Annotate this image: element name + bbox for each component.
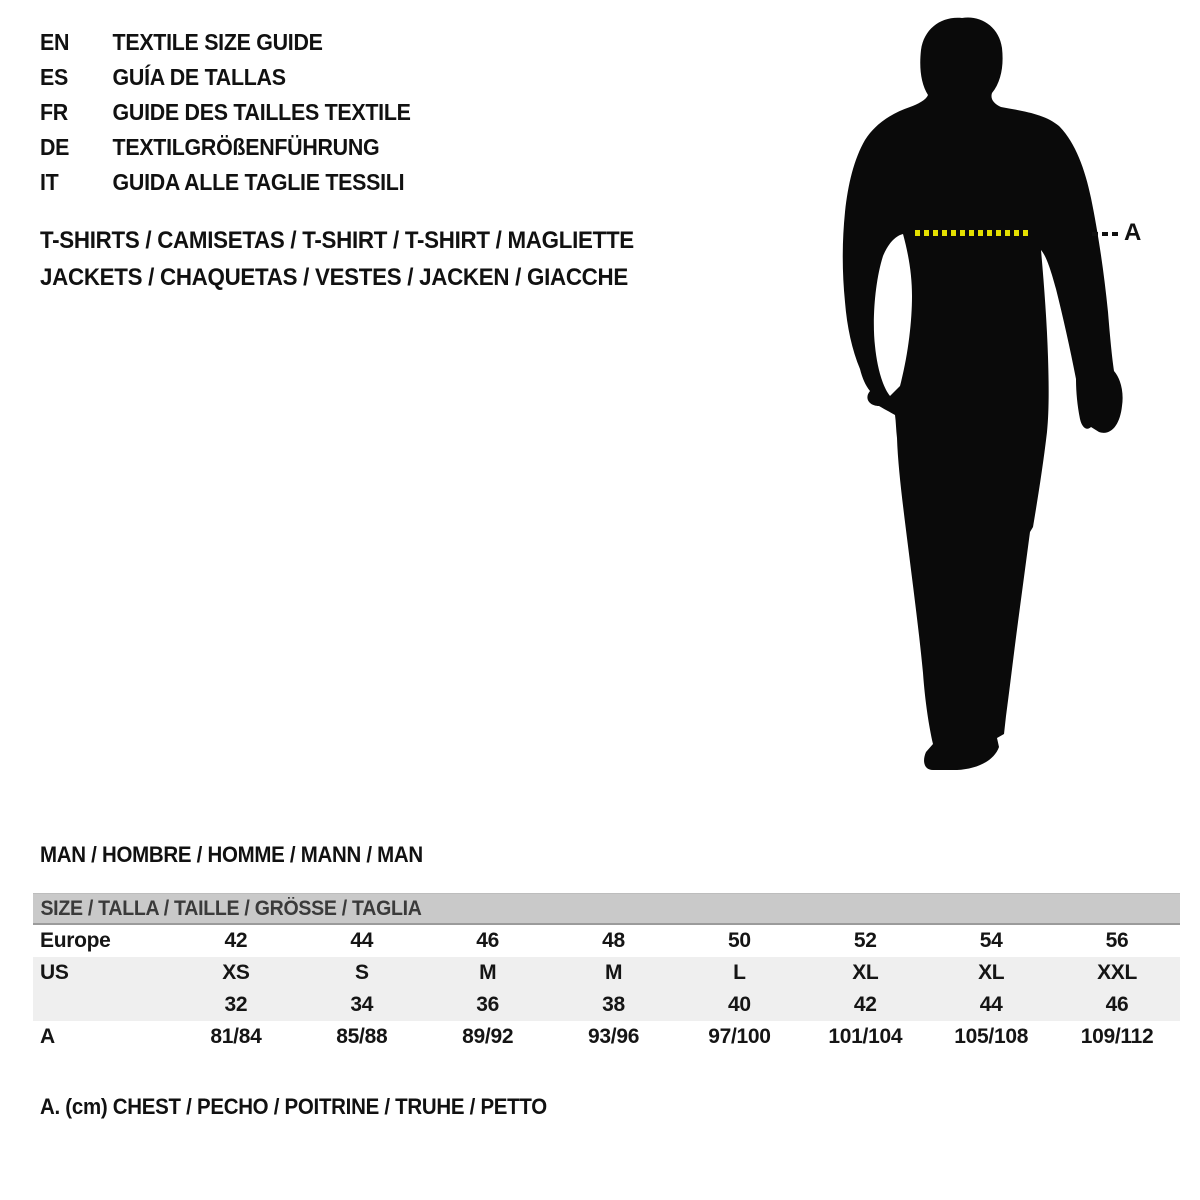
- man-silhouette: [820, 0, 1200, 800]
- size-cell: 81/84: [210, 1025, 262, 1048]
- size-cell: 93/96: [588, 1025, 640, 1048]
- measure-leader-dashes: [1092, 232, 1120, 236]
- row-label: Europe: [40, 929, 111, 952]
- size-cell: 32: [224, 993, 248, 1016]
- table-row: [33, 989, 1180, 1021]
- size-cell: 50: [728, 929, 751, 952]
- size-cell: L: [733, 961, 746, 984]
- category-lines: [40, 222, 634, 296]
- size-cell: 52: [853, 929, 877, 952]
- language-row: [40, 135, 411, 159]
- size-cell: XL: [852, 961, 879, 984]
- size-cell: 40: [728, 993, 751, 1016]
- language-code: EN: [40, 28, 70, 55]
- language-row: [40, 170, 411, 194]
- size-table-header-text: SIZE / TALLA / TAILLE / GRÖSSE / TAGLIA: [40, 897, 422, 920]
- language-row: [40, 100, 411, 124]
- measure-label-a: A: [1124, 219, 1142, 246]
- size-cell: 44: [350, 929, 374, 952]
- row-label: US: [40, 961, 69, 984]
- size-cell: XXL: [1097, 961, 1138, 984]
- category-line-tshirts: T-SHIRTS / CAMISETAS / T-SHIRT / T-SHIRT / MAGLIETTE: [40, 227, 634, 254]
- size-cell: 46: [476, 929, 500, 952]
- language-code: FR: [40, 98, 68, 125]
- language-title: GUIDA ALLE TAGLIE TESSILI: [112, 168, 405, 195]
- man-figure: [820, 0, 1200, 800]
- size-table-header-bar: [33, 893, 1180, 925]
- size-cell: 101/104: [828, 1025, 903, 1048]
- size-cell: 36: [476, 993, 500, 1016]
- chest-measure-dotted-line: [915, 230, 1031, 236]
- size-cell: 89/92: [462, 1025, 514, 1048]
- language-title: GUÍA DE TALLAS: [112, 63, 286, 90]
- language-title: GUIDE DES TAILLES TEXTILE: [112, 98, 411, 125]
- footnote: A. (cm) CHEST / PECHO / POITRINE / TRUHE / PETTO: [40, 1094, 547, 1119]
- size-cell: S: [354, 961, 369, 984]
- size-cell: XL: [978, 961, 1005, 984]
- table-row: [33, 925, 1180, 957]
- size-cell: 56: [1105, 929, 1129, 952]
- size-cell: 38: [602, 993, 625, 1016]
- size-table-rows: [33, 925, 1180, 1053]
- table-row: [33, 957, 1180, 989]
- category-line-jackets: JACKETS / CHAQUETAS / VESTES / JACKEN / GIACCHE: [40, 264, 628, 291]
- size-cell: 48: [602, 929, 625, 952]
- size-cell: 105/108: [954, 1025, 1029, 1048]
- size-cell: XS: [222, 961, 250, 984]
- language-row: [40, 65, 411, 89]
- size-cell: 109/112: [1080, 1025, 1154, 1048]
- size-cell: M: [479, 961, 497, 984]
- language-legend: [40, 30, 439, 194]
- language-code: DE: [40, 133, 70, 160]
- table-row: [33, 1021, 1180, 1053]
- size-cell: 42: [224, 929, 248, 952]
- size-cell: 54: [979, 929, 1003, 952]
- section-title: MAN / HOMBRE / HOMME / MANN / MAN: [40, 842, 423, 867]
- size-cell: M: [604, 961, 623, 984]
- size-cell: 46: [1105, 993, 1129, 1016]
- size-cell: 42: [853, 993, 877, 1016]
- row-label: A: [40, 1025, 55, 1048]
- size-cell: 97/100: [708, 1025, 771, 1048]
- size-cell: 85/88: [336, 1025, 388, 1048]
- size-cell: 44: [979, 993, 1003, 1016]
- language-code: ES: [40, 63, 68, 90]
- language-title: TEXTILE SIZE GUIDE: [112, 28, 323, 55]
- language-row: [40, 30, 411, 54]
- language-code: IT: [40, 168, 59, 195]
- language-title: TEXTILGRÖßENFÜHRUNG: [112, 133, 380, 160]
- size-cell: 34: [350, 993, 374, 1016]
